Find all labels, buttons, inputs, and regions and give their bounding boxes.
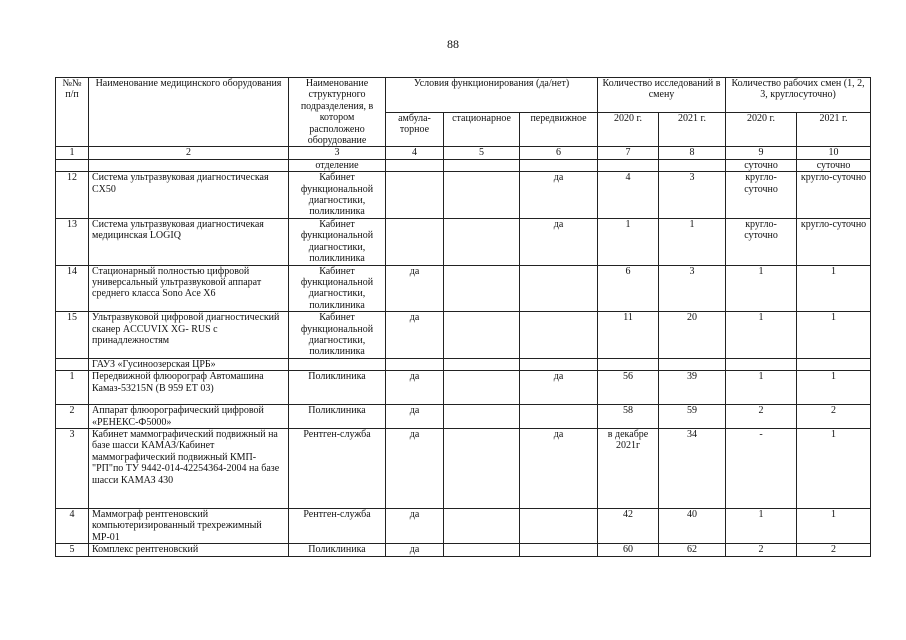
ambulatory-value: да — [386, 405, 444, 429]
column-numbers-row — [56, 147, 871, 159]
ambulatory-value: да — [386, 265, 444, 312]
header-inpatient: стационарное — [444, 112, 520, 147]
shifts-2021: суточно — [797, 159, 871, 171]
inpatient-value — [444, 508, 520, 543]
row-number: 13 — [56, 218, 89, 265]
shifts-2020: суточно — [726, 159, 797, 171]
mobile-value: да — [520, 172, 598, 219]
ambulatory-value: да — [386, 371, 444, 405]
table-row — [56, 544, 871, 556]
mobile-value — [520, 405, 598, 429]
ambulatory-value — [386, 358, 444, 370]
shifts-2021: 1 — [797, 265, 871, 312]
studies-2021: 34 — [659, 428, 726, 508]
studies-2021 — [659, 358, 726, 370]
row-number: 15 — [56, 312, 89, 359]
division-name: Рентген-служба — [289, 508, 386, 543]
table-row — [56, 265, 871, 312]
studies-2021: 3 — [659, 265, 726, 312]
division-name: Рентген-служба — [289, 428, 386, 508]
inpatient-value — [444, 544, 520, 556]
mobile-value — [520, 358, 598, 370]
division-name: Кабинет функциональной диагностики, поликлиника — [289, 312, 386, 359]
inpatient-value — [444, 358, 520, 370]
mobile-value — [520, 508, 598, 543]
shifts-2021: 1 — [797, 312, 871, 359]
header-conditions: Условия функционирования (да/нет) — [386, 78, 598, 113]
shifts-2021: 1 — [797, 508, 871, 543]
studies-2020 — [598, 159, 659, 171]
inpatient-value — [444, 265, 520, 312]
column-number: 7 — [598, 147, 659, 159]
equipment-name — [89, 159, 289, 171]
column-number: 10 — [797, 147, 871, 159]
header-division: Наименование структурного подразделения, в котором расположено оборудование — [289, 78, 386, 147]
division-name — [289, 358, 386, 370]
shifts-2020: 1 — [726, 265, 797, 312]
studies-2021: 40 — [659, 508, 726, 543]
header-shifts: Количество рабочих смен (1, 2, 3, круглосуточно) — [726, 78, 871, 113]
equipment-name: Аппарат флюорографический цифровой «РЕНЕКС-Ф5000» — [89, 405, 289, 429]
table-row — [56, 172, 871, 219]
shifts-2021: кругло-суточно — [797, 218, 871, 265]
row-number: 14 — [56, 265, 89, 312]
table-row — [56, 371, 871, 405]
equipment-name: Комплекс рентгеновский — [89, 544, 289, 556]
studies-2020 — [598, 358, 659, 370]
table-row — [56, 159, 871, 171]
shifts-2021: 2 — [797, 544, 871, 556]
table-row — [56, 218, 871, 265]
row-number: 1 — [56, 371, 89, 405]
studies-2020: 56 — [598, 371, 659, 405]
row-number: 4 — [56, 508, 89, 543]
inpatient-value — [444, 312, 520, 359]
inpatient-value — [444, 159, 520, 171]
studies-2020: 6 — [598, 265, 659, 312]
mobile-value — [520, 544, 598, 556]
studies-2021: 1 — [659, 218, 726, 265]
equipment-name: Ультразвуковой цифровой диагностический сканер ACCUVIX XG- RUS с принадлежностям — [89, 312, 289, 359]
studies-2021: 62 — [659, 544, 726, 556]
table-row — [56, 428, 871, 508]
inpatient-value — [444, 371, 520, 405]
equipment-name: Стационарный полностью цифровой универсальный ультразвуковой аппарат среднего класса Sono Ace X6 — [89, 265, 289, 312]
column-number: 9 — [726, 147, 797, 159]
inpatient-value — [444, 405, 520, 429]
shifts-2020: кругло-суточно — [726, 172, 797, 219]
row-number: 3 — [56, 428, 89, 508]
ambulatory-value: да — [386, 544, 444, 556]
studies-2020: 1 — [598, 218, 659, 265]
table-row — [56, 405, 871, 429]
header-ambulatory: амбула-торное — [386, 112, 444, 147]
table-row — [56, 312, 871, 359]
shifts-2020: - — [726, 428, 797, 508]
header-shifts-2021: 2021 г. — [797, 112, 871, 147]
header-studies-2021: 2021 г. — [659, 112, 726, 147]
division-name: Поликлиника — [289, 544, 386, 556]
shifts-2020: 2 — [726, 544, 797, 556]
studies-2021: 3 — [659, 172, 726, 219]
shifts-2020: 1 — [726, 371, 797, 405]
inpatient-value — [444, 218, 520, 265]
studies-2021 — [659, 159, 726, 171]
shifts-2021: 1 — [797, 371, 871, 405]
row-number: 2 — [56, 405, 89, 429]
mobile-value — [520, 312, 598, 359]
column-number: 6 — [520, 147, 598, 159]
equipment-name: Кабинет маммографический подвижный на базе шасси КАМАЗ/Кабинет маммографический подвижный КМП-"РП"по ТУ 9442-014-42254364-2004 на базе шасси КАМАЗ 430 — [89, 428, 289, 508]
row-number: 5 — [56, 544, 89, 556]
header-studies: Количество исследований в смену — [598, 78, 726, 113]
ambulatory-value — [386, 172, 444, 219]
studies-2020: в декабре 2021г — [598, 428, 659, 508]
studies-2020: 42 — [598, 508, 659, 543]
studies-2021: 20 — [659, 312, 726, 359]
shifts-2020: 1 — [726, 312, 797, 359]
studies-2020: 58 — [598, 405, 659, 429]
mobile-value: да — [520, 428, 598, 508]
studies-2021: 39 — [659, 371, 726, 405]
ambulatory-value — [386, 218, 444, 265]
division-name: Поликлиника — [289, 371, 386, 405]
shifts-2020: 2 — [726, 405, 797, 429]
shifts-2021: кругло-суточно — [797, 172, 871, 219]
row-number: 12 — [56, 172, 89, 219]
equipment-name: ГАУЗ «Гусиноозерская ЦРБ» — [89, 358, 289, 370]
equipment-name: Маммограф рентгеновский компьютеризированный трехрежимный МР-01 — [89, 508, 289, 543]
equipment-name: Система ультразвуковая диагностичекая медицинская LOGIQ — [89, 218, 289, 265]
division-name: Кабинет функциональной диагностики, поликлиника — [289, 218, 386, 265]
mobile-value: да — [520, 371, 598, 405]
mobile-value: да — [520, 218, 598, 265]
table-row — [56, 508, 871, 543]
division-name: Поликлиника — [289, 405, 386, 429]
header-studies-2020: 2020 г. — [598, 112, 659, 147]
table-row — [56, 358, 871, 370]
header-equipment-name: Наименование медицинского оборудования — [89, 78, 289, 147]
column-number: 8 — [659, 147, 726, 159]
division-name: Кабинет функциональной диагностики, поликлиника — [289, 265, 386, 312]
studies-2021: 59 — [659, 405, 726, 429]
division-name: Кабинет функциональной диагностики, поликлиника — [289, 172, 386, 219]
equipment-name: Система ультразвуковая диагностическая CX50 — [89, 172, 289, 219]
equipment-name: Передвижной флюорограф Автомашина Камаз-53215N (В 959 ЕТ 03) — [89, 371, 289, 405]
studies-2020: 60 — [598, 544, 659, 556]
ambulatory-value — [386, 159, 444, 171]
inpatient-value — [444, 172, 520, 219]
mobile-value — [520, 159, 598, 171]
division-name: отделение — [289, 159, 386, 171]
shifts-2021: 1 — [797, 428, 871, 508]
equipment-table — [55, 77, 871, 557]
column-number: 3 — [289, 147, 386, 159]
shifts-2021: 2 — [797, 405, 871, 429]
mobile-value — [520, 265, 598, 312]
inpatient-value — [444, 428, 520, 508]
header-mobile: передвижное — [520, 112, 598, 147]
column-number: 4 — [386, 147, 444, 159]
shifts-2020: 1 — [726, 508, 797, 543]
page-number: 88 — [447, 37, 459, 51]
column-number: 1 — [56, 147, 89, 159]
shifts-2021 — [797, 358, 871, 370]
ambulatory-value: да — [386, 508, 444, 543]
column-number: 2 — [89, 147, 289, 159]
ambulatory-value: да — [386, 428, 444, 508]
shifts-2020 — [726, 358, 797, 370]
studies-2020: 11 — [598, 312, 659, 359]
ambulatory-value: да — [386, 312, 444, 359]
header-num: №№ п/п — [56, 78, 89, 147]
header-shifts-2020: 2020 г. — [726, 112, 797, 147]
column-number: 5 — [444, 147, 520, 159]
row-number — [56, 358, 89, 370]
row-number — [56, 159, 89, 171]
studies-2020: 4 — [598, 172, 659, 219]
shifts-2020: кругло-суточно — [726, 218, 797, 265]
